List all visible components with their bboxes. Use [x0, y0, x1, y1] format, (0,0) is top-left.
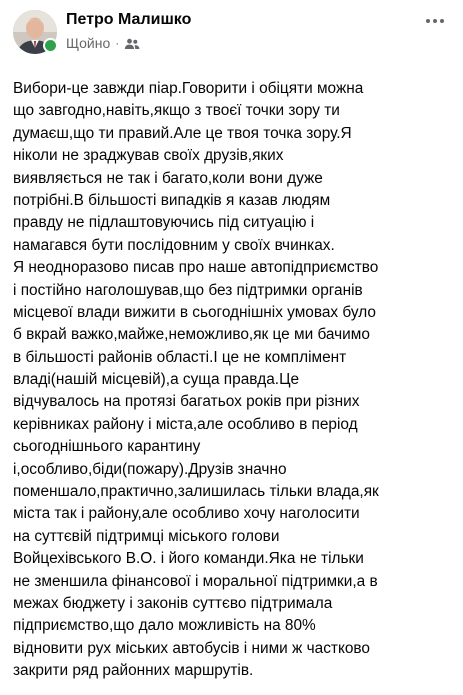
post-timestamp[interactable]: Щойно — [66, 35, 111, 51]
post-meta — [66, 34, 140, 52]
post-text-line: намагався бути послідовним у своїх вчинках. — [13, 236, 335, 254]
post-text-line: б вкрай важко,майже,неможливо,як це ми бачимо — [13, 326, 370, 344]
post-text-line: Я неодноразово писав про наше автопідприємство — [13, 259, 379, 277]
post-text-line: міста так і району,але особливо хочу наголосити — [13, 505, 360, 523]
post-text-line: потрібні.В більшості випадків я казав людям — [13, 191, 331, 209]
post-text-line: думаєш,що ти правий.Але це твоя точка зору.Я — [13, 124, 352, 142]
post-text-line: місцевої влади вижити в сьогоднішніх умовах було — [13, 303, 376, 321]
friends-icon[interactable] — [124, 37, 140, 49]
post-text — [13, 78, 461, 683]
post-header — [0, 0, 463, 64]
post-text-line: закрити ряд районних маршрутів. — [13, 662, 254, 680]
post-text-line: поменшало,практично,залишилась тільки влада,як — [13, 483, 379, 501]
post-text-line: не зменшила фінансової і моральної підтримки,а в — [13, 572, 378, 590]
post-text-line: керівниках району і міста,але особливо в період — [13, 415, 358, 433]
meta-separator: · — [115, 36, 120, 50]
post-text-line: правду не підлаштовуючись під ситуацію і — [13, 214, 315, 232]
post-text-line: і постійно наголошував,що без підтримки органів — [13, 281, 363, 299]
post-text-line: сьогоднішнього карантину — [13, 438, 201, 456]
post-text-line: виявляється не так і багато,коли вони дуже — [13, 169, 323, 187]
post-text-line: відновити рух міських автобусів і ними ж частково — [13, 639, 370, 657]
post-text-line: відчувалось на протязі багатьох років при різних — [13, 393, 360, 411]
author-name[interactable]: Петро Малишко — [66, 11, 192, 28]
post-text-line: підприємство,що дало можливість на 80% — [13, 617, 316, 635]
avatar[interactable] — [13, 10, 57, 54]
post-text-line: Вибори-це завжди піар.Говорити і обіцяти можна — [13, 80, 364, 97]
post-text-line: на суттєвій підтримці міського голови — [13, 527, 280, 545]
post-text-line: владі(нашій місцевій),а суща правда.Це — [13, 371, 300, 389]
post-text-line: ніколи не зраджував своїх друзів,яких — [13, 147, 284, 165]
post-text-line: в більшості районів області.І це не комплімент — [13, 348, 347, 366]
post-text-line: Войцехівського В.О. і його команди.Яка не тільки — [13, 550, 364, 568]
online-status-dot — [43, 38, 58, 53]
post-text-line: і,особливо,біди(пожару).Друзів значно — [13, 460, 287, 478]
more-dots-icon[interactable] — [421, 11, 449, 31]
post-text-line: межах бюджету і законів суттєво підтримала — [13, 594, 333, 612]
post-text-line: що завгодно,навіть,якщо з твоєї точки зору ти — [13, 102, 340, 120]
